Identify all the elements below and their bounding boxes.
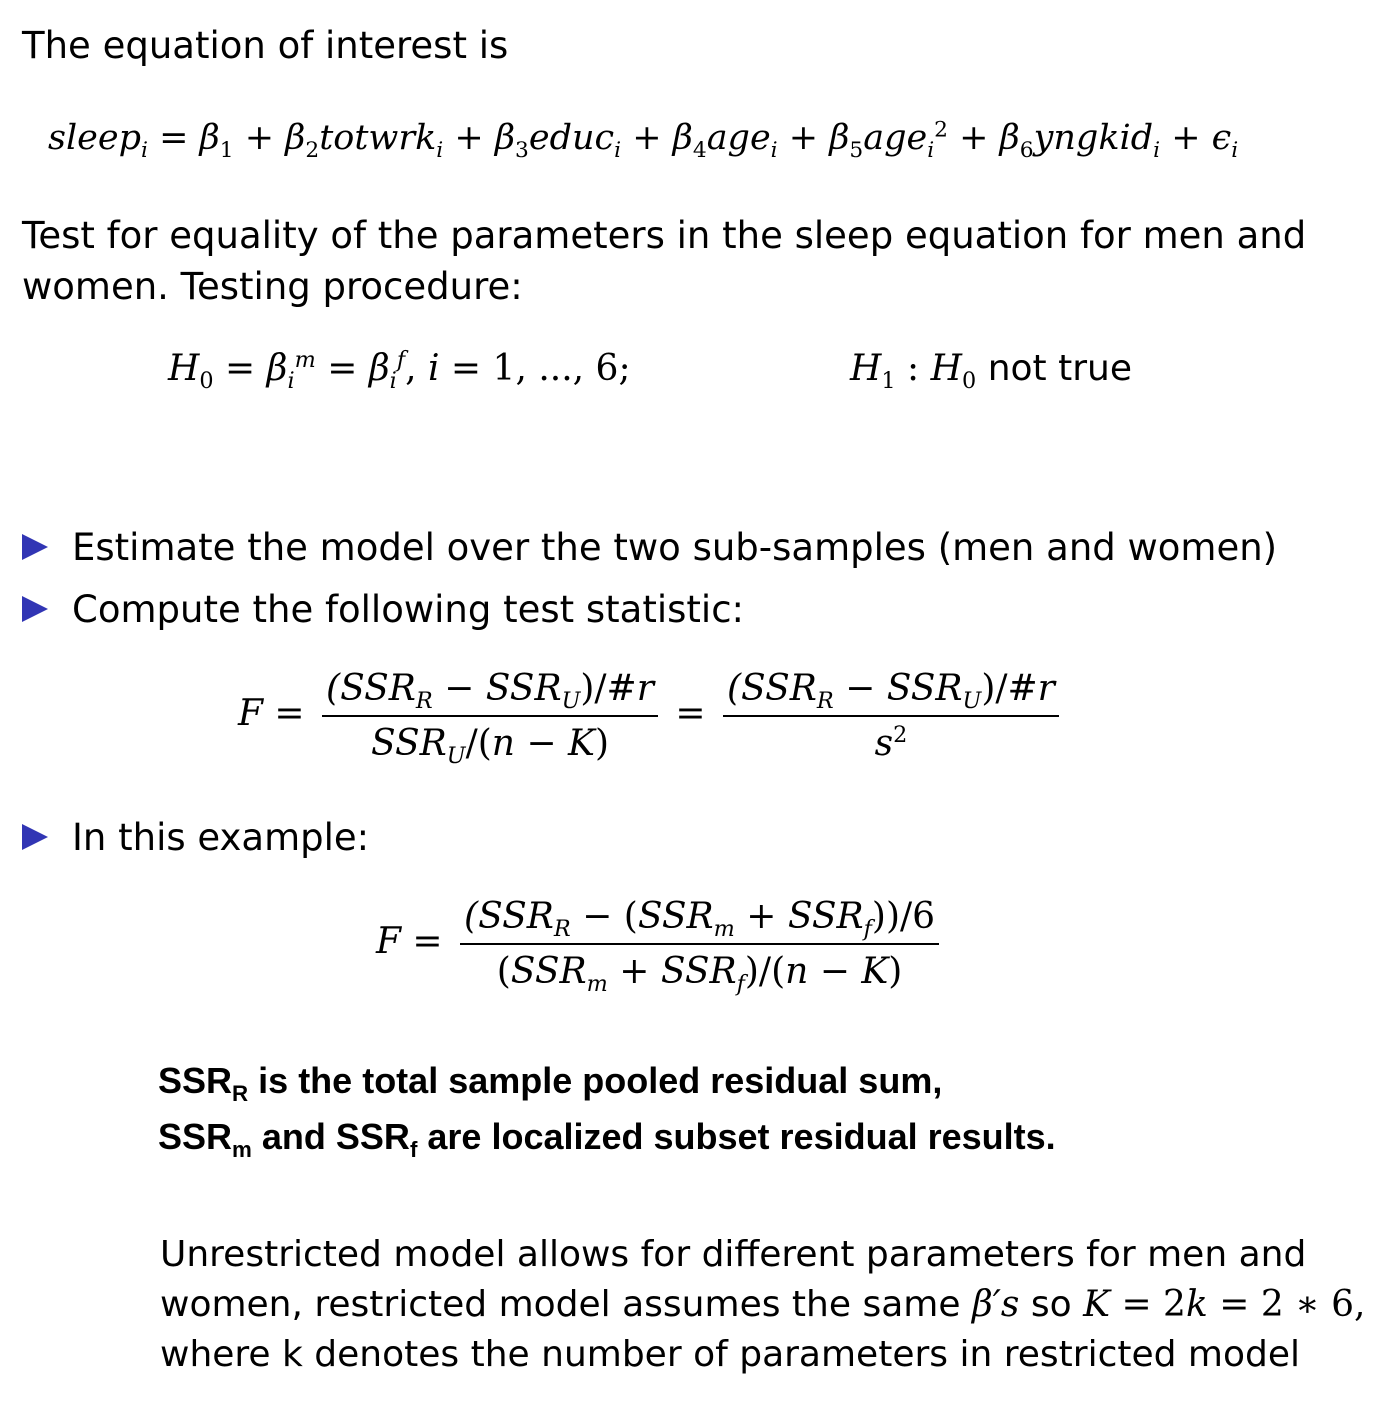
note-line2: $SSR_m$ and $SSR_f$ are localized subset residual results. [158, 1116, 1056, 1163]
bullet-estimate: Estimate the model over the two sub-samples (men and women) [72, 526, 1278, 569]
footer-line2: women, restricted model assumes the same β′s so K = 2k = 2 ∗ 6, [160, 1284, 1366, 1325]
alternative-hypothesis: $H_1$ : $H_0$ not true [850, 348, 1132, 395]
footer-line1: Unrestricted model allows for different parameters for men and [160, 1234, 1307, 1275]
test-text-line2: women. Testing procedure: [22, 265, 523, 308]
bullet-marker [22, 824, 48, 850]
sleep-equation: sleep$_i$ = $\beta_1$ + $\beta_2totwrk_i$ + $\beta_3educ_i + \beta_4age_i + \beta_5age_i^2$ + $\beta_6yngkid_i + \epsilon_i$ [48, 117, 1239, 163]
test-text-line1: Test for equality of the parameters in the sleep equation for men and [22, 214, 1307, 257]
bullet-marker [22, 534, 48, 560]
note-line1: $SSR_R$ is the total sample pooled residual sum, [158, 1060, 943, 1107]
bullet-marker [22, 596, 48, 622]
f-statistic-formula: F = $\frac{(SSR_R - SSR_U)/\#r}{SSR_U/(n - K)}$ = $\frac{(SSR_R - SSR_U)/\#r}{s^2}$ [238, 668, 1065, 764]
bullet-example: In this example: [72, 816, 370, 859]
f-statistic-example: F = $\frac{(SSR_R - (SSR_m + SSR_f))/6}{(SSR_m + SSR_f)/(n - K)}$ [376, 896, 945, 992]
null-hypothesis: $H_0 = \beta_i^m = \beta_i^f$, i = 1, ..., 6; [168, 347, 631, 395]
footer-line3: where k denotes the number of parameters in restricted model [160, 1334, 1301, 1375]
bullet-compute: Compute the following test statistic: [72, 588, 744, 631]
intro-text: The equation of interest is [22, 24, 509, 67]
